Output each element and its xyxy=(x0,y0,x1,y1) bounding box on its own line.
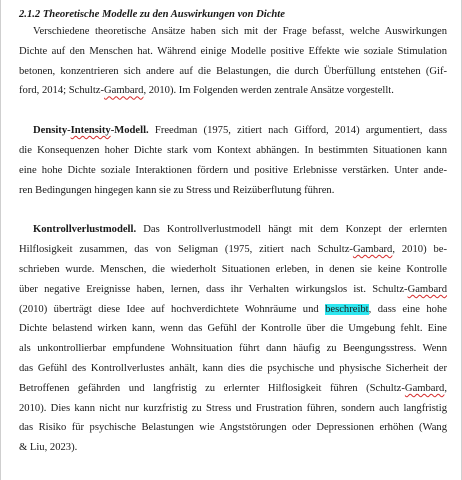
text-line: das Gefühl des Kontrollverlustes anhält, kann dies die psychische und physische Sicherheit der xyxy=(19,362,447,374)
paragraph-title: Density-Intensity-Modell. xyxy=(33,125,149,137)
text-line: als unkontrollierbar empfundene Wohnsituation führt dann häufig zu Beengungsstress. Wenn xyxy=(19,343,447,355)
text-line: Hilflosigkeit zusammen, das von Seligman (1975, zitiert nach Schultz-Gambard, 2010) be- xyxy=(19,244,448,256)
text-line: eine hohe Dichte soziale Interaktionen fördern und positive Erlebnisse verstärken. Unter ande- xyxy=(19,164,447,176)
text-line: Verschiedene theoretische Ansätze haben sich mit der Frage befasst, welche Auswirkungen xyxy=(33,26,447,37)
spelling-flag: Gambard xyxy=(407,283,447,295)
text-line: über negative Ereignisse haben, lernen, dass ihr Verhalten wirkungslos ist. Schultz-Gambard xyxy=(19,283,447,295)
highlighted-word[interactable]: beschreibt xyxy=(325,303,369,315)
spelling-flag: Gambard xyxy=(104,85,144,97)
spelling-flag: Gambard xyxy=(352,244,393,256)
kontrollverlust-paragraph xyxy=(19,220,447,458)
text-line: ren Bedingungen hingegen kann sie zu Stress und Reizüberflutung führen. xyxy=(19,184,335,196)
intro-paragraph xyxy=(19,22,447,101)
text-line: & Liu, 2023). xyxy=(19,442,78,454)
paragraph-title: Kontrollverlustmodell. xyxy=(33,224,137,236)
spelling-flag: Intensity xyxy=(70,125,111,137)
text-line: das Risiko für psychische Belastungen wie Angststörungen oder Depressionen erhöhen (Wang xyxy=(19,422,447,434)
section-heading: 2.1.2 Theoretische Modelle zu den Auswirkungen von Dichte xyxy=(19,9,285,20)
text-line: Betroffenen gefährden und langfristig zu erlernter Hilflosigkeit führen (Schultz-Gambard, xyxy=(19,382,447,394)
text-line: die Konsequenzen hoher Dichte stark vom Kontext abhängen. In bestimmten Situationen kann xyxy=(19,144,447,156)
text-line: Dichte auf den Menschen hat. Während einige Modelle positive Effekte wie soziale Stimulation xyxy=(19,45,447,57)
text-line: (2010) überträgt diese Idee auf hochverdichtete Wohnräume und beschreibt, dass eine hohe xyxy=(19,303,447,315)
text-line: Dichte belastend wirken kann, wenn das Gefühl der Kontrolle über die Umgebung fehlt. Eine xyxy=(19,323,447,335)
spelling-flag: Gambard xyxy=(404,382,445,394)
text-line: ford, 2014; Schultz-Gambard, 2010). Im Folgenden werden zentrale Ansätze vorgestellt. xyxy=(19,85,394,97)
text-line: schrieben wurde. Menschen, die wiederholt Situationen erleben, in denen sie keine Kontrolle xyxy=(19,263,447,275)
text-line: Density-Intensity-Modell. Freedman (1975, zitiert nach Gifford, 2014) argumentiert, dass xyxy=(33,125,447,137)
text-line: Kontrollverlustmodell. Das Kontrollverlustmodell hängt mit dem Konzept der erlernten xyxy=(33,224,447,236)
text-line: 2010). Dies kann nicht nur kurzfristig zu Stress und Frustration führen, sondern auch langfristig xyxy=(19,402,447,414)
density-intensity-paragraph xyxy=(19,121,447,200)
text-line: betonen, konzentrieren sich andere auf die Belastungen, die durch Überfüllung entstehen (Gif- xyxy=(19,65,447,77)
